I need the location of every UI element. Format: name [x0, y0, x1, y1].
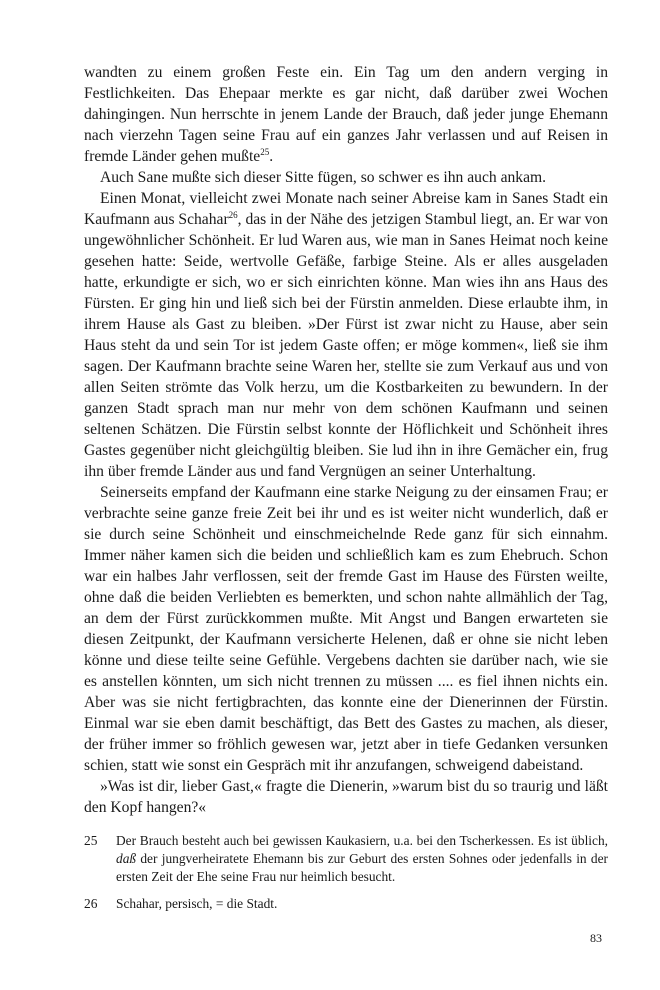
footnote [84, 832, 608, 886]
paragraph [84, 188, 608, 482]
text-run: Der Brauch besteht auch bei gewissen Kaukasiern, u.a. bei den Tscherkessen. Es ist üblich, [116, 833, 608, 848]
paragraph [84, 776, 608, 818]
text-run: der jungverheiratete Ehemann bis zur Geburt des ersten Sohnes oder jedenfalls in der ersten Zeit der Ehe seine Frau nur heimlich besucht. [116, 851, 608, 884]
footnote-number: 26 [84, 896, 98, 911]
page-number: 83 [590, 931, 602, 945]
footnote-number: 25 [84, 833, 98, 848]
footnote-reference: 25 [260, 147, 270, 157]
text-run: wandten zu einem großen Feste ein. Ein Tag um den andern verging in Festlichkeiten. Das Ehepaar merkte es gar nicht, daß darüber zwei Wochen dahingingen. Nun herrschte in jenem Lande der Brauch, daß jeder junge Ehemann nach vierzehn Tagen seine Frau auf ein ganzes Jahr verlassen und auf Reisen in fremde Länder gehen mußte [84, 64, 608, 165]
footnote-reference: 26 [228, 210, 238, 220]
text-run: . [269, 148, 274, 165]
footnote [84, 895, 608, 913]
text-run: Einen Monat, vielleicht zwei Monate nach seiner Abreise kam in Sanes Stadt ein Kaufmann aus Schahar [84, 190, 608, 228]
footnote-text [116, 895, 608, 913]
emphasis: daß [116, 851, 137, 866]
paragraph [84, 62, 608, 167]
text-run: »Was ist dir, lieber Gast,« fragte die Dienerin, »warum bist du so traurig und läßt den Kopf hangen?« [84, 778, 608, 816]
body-text [84, 62, 608, 818]
footnote-text [116, 832, 608, 886]
footnotes [84, 832, 608, 913]
page [84, 62, 608, 922]
text-run: Schahar, persisch, = die Stadt. [116, 896, 278, 911]
text-run: Seinerseits empfand der Kaufmann eine starke Neigung zu der einsamen Frau; er verbrachte seine ganze freie Zeit bei ihr und es ist weiter nicht wunderlich, daß er sie durch seine Schönheit und einschmeichelnde Rede ganz für sich einnahm. Immer näher kamen sich die beiden und schließlich kam es zum Ehebruch. Schon war ein halbes Jahr verflossen, seit der fremde Gast im Hause des Fürsten weilte, ohne daß die beiden Verliebten es bemerkten, und schon nahte allmählich der Tag, an dem der Fürst zurückkommen mußte. Mit Angst und Bangen erwarteten sie diesen Zeitpunkt, der Kaufmann versicherte Helenen, daß er ohne sie nicht leben könne und diese teilte seine Gefühle. Vergebens dachten sie darüber nach, wie sie es anstellen könnten, um sich nicht trennen zu müssen .... es fiel ihnen nichts ein. Aber was sie nicht fertigbrachten, das konnte eine der Dienerinnen der Fürstin. Einmal war sie eben damit beschäftigt, das Bett des Gastes zu machen, als dieser, der früher immer so fröhlich gewesen war, jetzt aber in tiefe Gedanken versunken schien, statt wie sonst ein Gespräch mit ihr anzufangen, schweigend dabeistand. [84, 484, 608, 774]
paragraph [84, 482, 608, 776]
paragraph [84, 167, 608, 188]
text-run: Auch Sane mußte sich dieser Sitte fügen, so schwer es ihn auch ankam. [100, 169, 547, 186]
text-run: , das in der Nähe des jetzigen Stambul liegt, an. Er war von ungewöhnlicher Schönheit. Er lud Waren aus, wie man in Sanes Heimat noch keine gesehen hatte: Seide, wertvolle Gefäße, farbige Steine. Als er alles ausgeladen hatte, erkundigte er sich, wo er sich einrichten könne. Man wies ihn ans Haus des Fürsten. Er ging hin und ließ sich bei der Fürstin anmelden. Diese erlaubte ihm, in ihrem Hause als Gast zu bleiben. »Der Fürst ist zwar nicht zu Hause, aber sein Haus steht da und sein Tor ist jedem Gaste offen; er möge kommen«, ließ sie ihm sagen. Der Kaufmann brachte seine Waren her, stellte sie zum Verkauf aus und von allen Seiten strömte das Volk herzu, um die Kostbarkeiten zu bewundern. In der ganzen Stadt sprach man nur mehr von dem schönen Kaufmann und seinen seltenen Schätzen. Die Fürstin selbst konnte der Höflichkeit und Schönheit ihres Gastes gegenüber nicht gleichgültig bleiben. Sie lud ihn in ihre Gemächer ein, frug ihn über fremde Länder aus und fand Vergnügen an seiner Unterhaltung. [84, 211, 609, 480]
